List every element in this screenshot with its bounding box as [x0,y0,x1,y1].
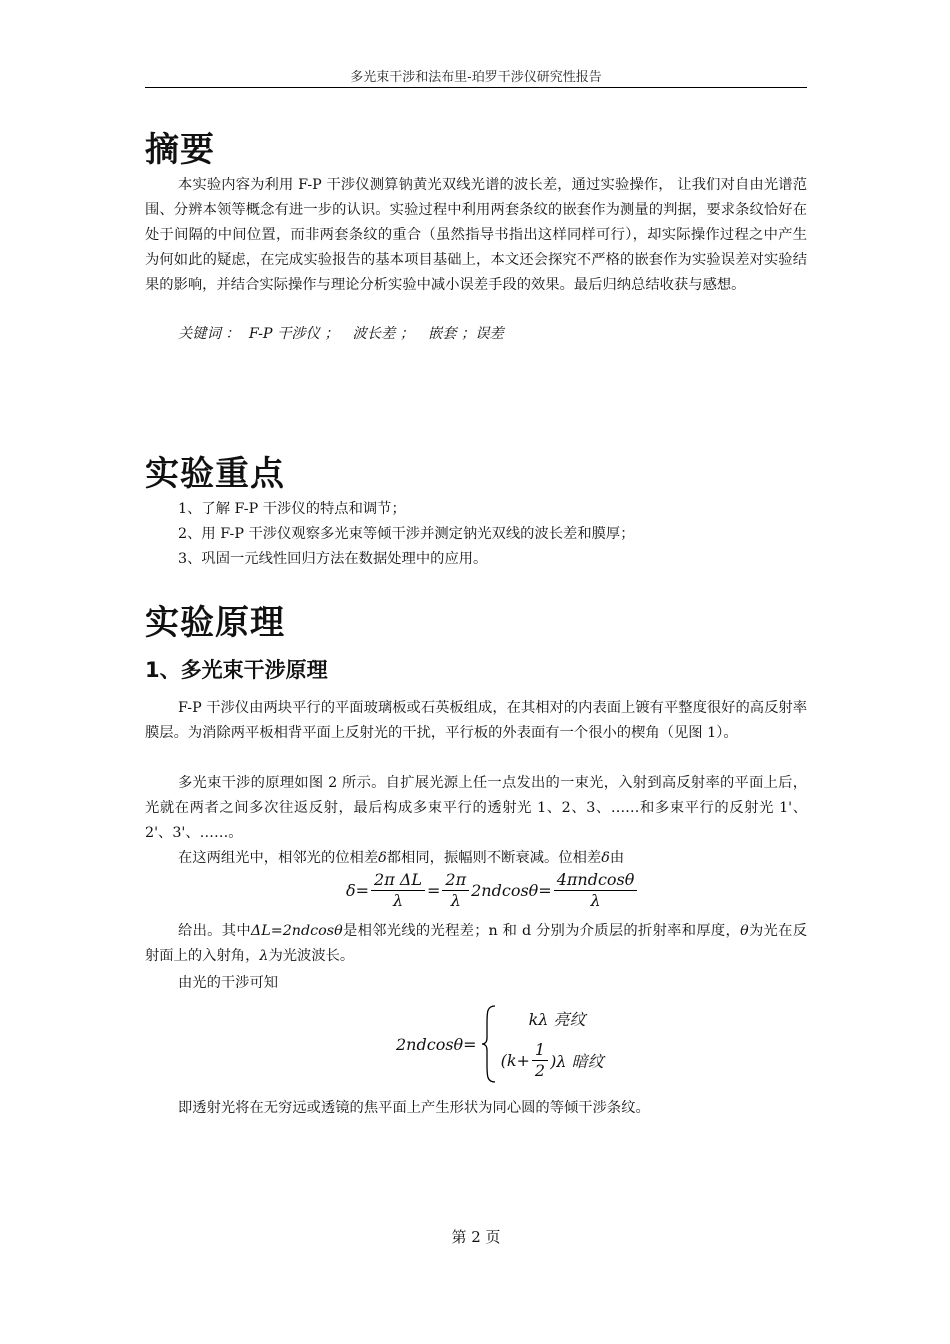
concentric-fringe-statement: 即透射光将在无穷远或透镜的焦平面上产生形状为同心圆的等倾干涉条纹。 [178,1100,650,1116]
page-number: 第 2 页 [451,1228,501,1246]
principle-subheading: 1、多光束干涉原理 [145,658,328,682]
header-rule [145,87,807,88]
left-brace-icon [481,1004,497,1084]
principle-paragraph-4: 给出。其中ΔL=2ndcosθ是相邻光线的光程差；n 和 d 分别为介质层的折射率和厚度，θ为光在反射面上的入射角，λ为光波波长。 [145,923,808,964]
dark-fringe-case: (k+ $\frac{1}{2}$ )λ 暗纹 [500,1040,604,1080]
running-header: 多光束干涉和法布里-珀罗干涉仪研究性报告 [350,70,602,85]
focus-item-2: 2、用 F-P 干涉仪观察多光束等倾干涉并测定钠光双线的波长差和膜厚； [178,526,635,542]
principle-paragraph-1: F-P 干涉仪由两块平行的平面玻璃板或石英板组成，在其相对的内表面上镀有平整度很好的高反射率膜层。为消除两平板相背平面上反射光的干扰，平行板的外表面有一个很小的楔角（见图 1）。 [145,700,807,741]
focus-item-1: 1、了解 F-P 干涉仪的特点和调节； [178,501,406,517]
abstract-body: 本实验内容为利用 F-P 干涉仪测算钠黄光双线光谱的波长差，通过实验操作， 让我们对自由光谱范围、分辨本领等概念有进一步的认识。实验过程中利用两套条纹的嵌套作为测量的判据，要求条纹恰好在处于间隔的中间位置，而非两套条纹的重合（虽然指导书指出这样同样可行），却实际操作过程之中产生为何如此的疑虑，在完成实验报告的基本项目基础上，本文还会探究不严格的嵌套作为实验误差对实验结果的影响，并结合实际操作与理论分析实验中减小误差手段的效果。最后归纳总结收获与感想。 [145,177,807,293]
phase-equation: δ= $\frac{\text{2π ΔL}}{\lambda}$ = $\frac{2\pi}{\lambda}$ 2ndcosθ= $\frac{\text{4πndcosθ}}{\lambda}$ [346,870,639,911]
bright-fringe-case: kλ 亮纹 [528,1010,586,1029]
focus-item-3: 3、巩固一元线性回归方法在数据处理中的应用。 [178,551,488,567]
principle-paragraph-2: 多光束干涉的原理如图 2 所示。自扩展光源上任一点发出的一束光，入射到高反射率的平面上后，光就在两者之间多次往返反射，最后构成多束平行的透射光 1、2、3、……和多束平行的反射光 1'、2'、3'、……。 [145,775,807,841]
phase-difference-text: 在这两组光中，相邻光的位相差δ都相同，振幅则不断衰减。位相差δ由 [178,850,625,866]
interference-intro: 由光的干涉可知 [178,975,279,991]
principle-heading: 实验原理 [145,603,285,643]
abstract-heading: 摘要 [145,130,215,170]
keywords: 关键词 ： F-P 干涉仪 ； 波长差 ； 嵌套 ；误差 [178,326,504,342]
focus-heading: 实验重点 [145,454,285,494]
interference-condition-equation: 2ndcosθ= kλ 亮纹 (k+ $\frac{1}{2}$ )λ 暗纹 [396,1004,604,1084]
